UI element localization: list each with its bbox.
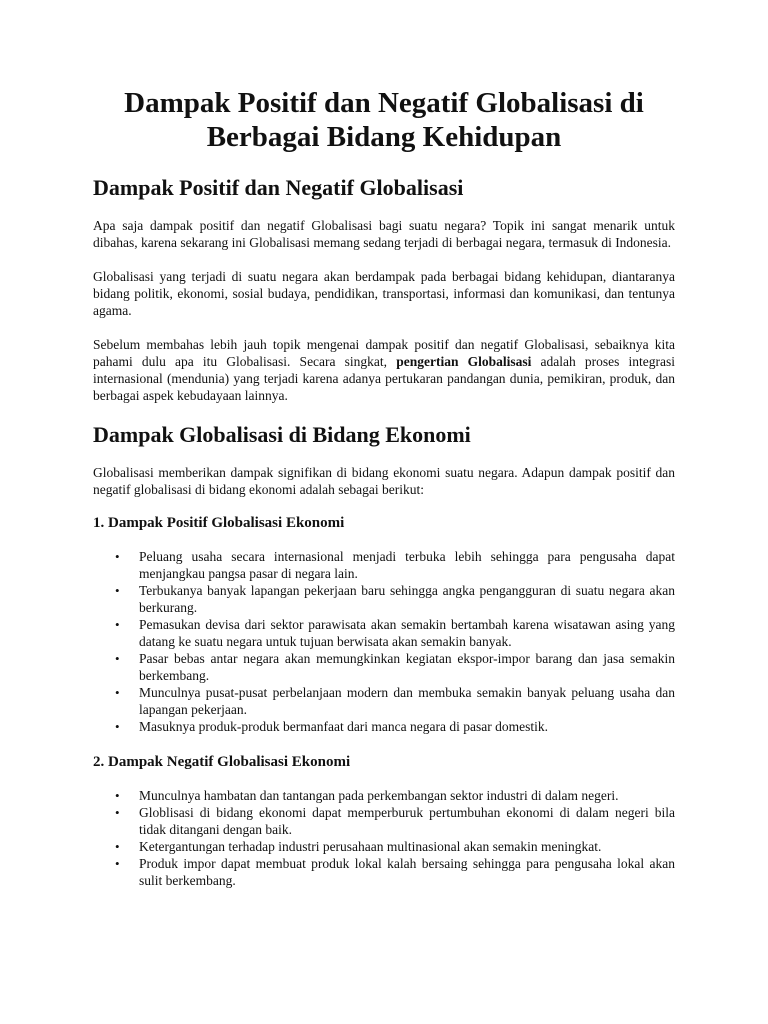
list-item xyxy=(93,838,675,855)
list-item-text: Munculnya hambatan dan tantangan pada perkembangan sektor industri di dalam negeri. xyxy=(139,788,619,803)
list-item xyxy=(93,718,675,735)
paragraph-bidang: Globalisasi yang terjadi di suatu negara akan berdampak pada berbagai bidang kehidupan, diantaranya bidang politik, ekonomi, sosial budaya, pendidikan, transportasi, informasi dan komunikasi, dan tentunya agama. xyxy=(93,269,675,318)
list-item-text: Peluang usaha secara internasional menjadi terbuka lebih sehingga para pengusaha dapat menjangkau pangsa pasar di negara lain. xyxy=(139,549,675,581)
list-item xyxy=(93,582,675,616)
list-item-text: Produk impor dapat membuat produk lokal kalah bersaing sehingga para pengusaha lokal akan sulit berkembang. xyxy=(139,856,675,888)
list-item-text: Pemasukan devisa dari sektor parawisata akan semakin bertambah karena wisatawan asing yang datang ke suatu negara untuk tujuan berwisata akan semakin banyak. xyxy=(139,617,675,649)
list-positif xyxy=(93,548,675,735)
list-item-text: Globlisasi di bidang ekonomi dapat memperburuk pertumbuhan ekonomi di dalam negeri bila tidak ditangani dengan baik. xyxy=(139,805,675,837)
bullet-icon: • xyxy=(115,685,120,700)
list-item-text: Pasar bebas antar negara akan memungkinkan kegiatan ekspor-impor barang dan jasa semakin berkembang. xyxy=(139,651,675,683)
bullet-icon: • xyxy=(115,617,120,632)
list-item-text: Munculnya pusat-pusat perbelanjaan modern dan membuka semakin banyak peluang usaha dan lapangan pekerjaan. xyxy=(139,685,675,717)
pengertian-globalisasi-bold: pengertian Globalisasi xyxy=(396,354,532,369)
list-item xyxy=(93,855,675,889)
bullet-icon: • xyxy=(115,549,120,564)
paragraph-pengertian-text-2: adalah proses integrasi internasional (mendunia) yang terjadi karena adanya pertukaran pandangan dunia, pemikiran, produk, dan berbagai aspek kebudayaan lainnya. xyxy=(93,354,676,403)
list-item xyxy=(93,650,675,684)
list-item xyxy=(93,548,675,582)
list-negatif xyxy=(93,787,675,889)
document-page xyxy=(93,86,675,889)
bullet-icon: • xyxy=(115,805,120,820)
section-heading-globalisasi: Dampak Positif dan Negatif Globalisasi xyxy=(93,175,464,200)
list-item xyxy=(93,787,675,804)
bullet-icon: • xyxy=(115,651,120,666)
paragraph-intro: Apa saja dampak positif dan negatif Globalisasi bagi suatu negara? Topik ini sangat menarik untuk dibahas, karena sekarang ini Globalisasi memang sedang terjadi di berbagai negara, termasuk di Indonesia. xyxy=(93,218,675,250)
list-item-text: Ketergantungan terhadap industri perusahaan multinasional akan semakin meningkat. xyxy=(139,839,602,854)
list-item xyxy=(93,804,675,838)
list-item xyxy=(93,616,675,650)
subheading-positif: 1. Dampak Positif Globalisasi Ekonomi xyxy=(93,515,345,531)
list-item-text: Terbukanya banyak lapangan pekerjaan baru sehingga angka pengangguran di suatu negara akan berkurang. xyxy=(139,583,675,615)
paragraph-pengertian xyxy=(93,336,675,404)
paragraph-pengertian-text-1: Sebelum membahas lebih jauh topik mengenai dampak positif dan negatif Globalisasi, sebaiknya kita pahami dulu apa itu Globalisasi. Secara singkat, xyxy=(93,337,675,369)
list-item-text: Masuknya produk-produk bermanfaat dari manca negara di pasar domestik. xyxy=(139,719,548,734)
list-item xyxy=(93,684,675,718)
subheading-negatif: 2. Dampak Negatif Globalisasi Ekonomi xyxy=(93,754,351,770)
bullet-icon: • xyxy=(115,839,120,854)
bullet-icon: • xyxy=(115,856,120,871)
bullet-icon: • xyxy=(115,719,120,734)
bullet-icon: • xyxy=(115,788,120,803)
paragraph-ekonomi-intro: Globalisasi memberikan dampak signifikan di bidang ekonomi suatu negara. Adapun dampak positif dan negatif globalisasi di bidang ekonomi adalah sebagai berikut: xyxy=(93,465,675,497)
bullet-icon: • xyxy=(115,583,120,598)
section-heading-ekonomi: Dampak Globalisasi di Bidang Ekonomi xyxy=(93,422,471,447)
page-title: Dampak Positif dan Negatif Globalisasi di Berbagai Bidang Kehidupan xyxy=(124,87,644,153)
